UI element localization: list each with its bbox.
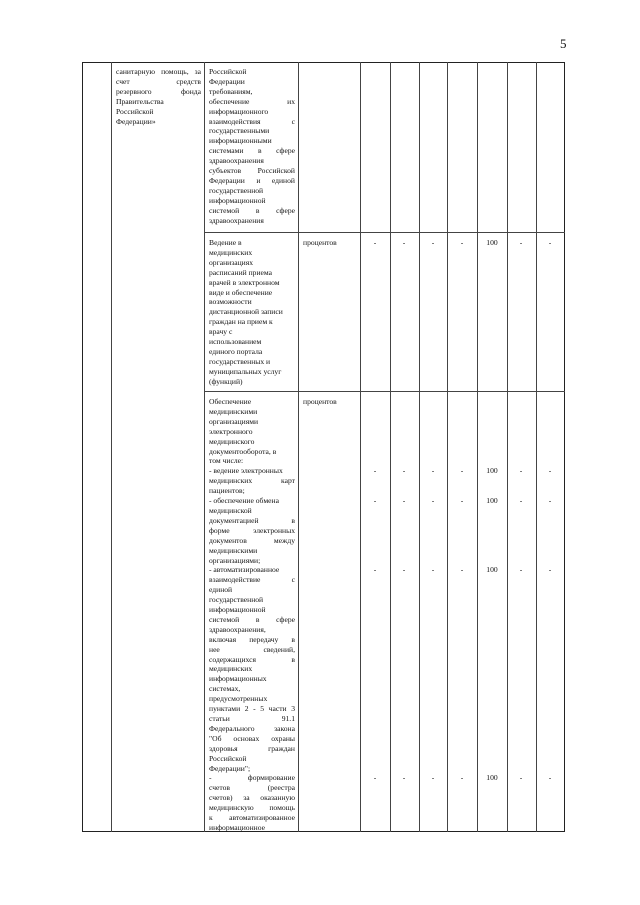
- table-frame: [82, 62, 565, 832]
- column-rule: [390, 62, 391, 832]
- value-cell: -: [402, 238, 406, 247]
- value-cell: -: [519, 466, 523, 475]
- column-rule: [298, 62, 299, 832]
- col2-text: санитарную помощь, за счет средств резервного фонда Правительства Российской Федерации»: [116, 67, 201, 126]
- row-rule: [204, 232, 565, 233]
- value-cell: -: [373, 496, 377, 505]
- value-cell: -: [460, 565, 464, 574]
- value-cell: -: [431, 496, 435, 505]
- column-rule: [507, 62, 508, 832]
- value-cell: -: [431, 238, 435, 247]
- column-rule: [111, 62, 112, 832]
- column-rule: [477, 62, 478, 832]
- value-cell: -: [431, 466, 435, 475]
- row-rule: [204, 391, 565, 392]
- value-cell: -: [431, 565, 435, 574]
- value-cell: -: [519, 496, 523, 505]
- unit-label: процентов: [303, 397, 337, 406]
- value-cell: -: [519, 565, 523, 574]
- value-cell: -: [373, 565, 377, 574]
- value-cell: 100: [486, 466, 498, 475]
- column-rule: [360, 62, 361, 832]
- column-rule: [536, 62, 537, 832]
- value-cell: 100: [486, 773, 498, 782]
- value-cell: -: [519, 773, 523, 782]
- column-rule: [204, 62, 205, 832]
- value-cell: 100: [486, 565, 498, 574]
- value-cell: -: [373, 773, 377, 782]
- col3-block-1: Российской Федерации требованиям, обеспечение их информационного взаимодействия с государственными информационными системами в сфере здравоохранения субъектов Российской Федерации и единой государственной информационной системой в сфере здравоохранения: [209, 67, 295, 225]
- value-cell: -: [460, 238, 464, 247]
- col3-block-3: Обеспечение медицинскими организациями электронного медицинского документооборота, в том числе: - ведение электронных медицинских карт пациентов; - обеспечение обмена медицинской документацией в форме электронных документов между медицинскими организациями; - автоматизированное взаимодействие с единой государственной информационной системой в сфере здравоохранения, включая передачу в нее сведений, содержащихся в медицинских информационных системах, предусмотренных пунктами 2 - 5 части 3 статьи 91.1 Федерального закона "Об основах охраны здоровья граждан Российской Федерации"; - формирование счетов (реестра счетов) за оказанную медицинскую помощь к автоматизированное информационное: [209, 397, 295, 832]
- value-cell: -: [519, 238, 523, 247]
- value-cell: -: [402, 496, 406, 505]
- value-cell: -: [402, 773, 406, 782]
- value-cell: -: [402, 466, 406, 475]
- value-cell: 100: [486, 238, 498, 247]
- value-cell: -: [373, 466, 377, 475]
- page-number: 5: [560, 36, 567, 51]
- unit-label: процентов: [303, 238, 337, 247]
- value-cell: -: [460, 496, 464, 505]
- col3-block-2: Ведение в медицинских организациях расписаний приема врачей в электронном виде и обеспечение возможности дистанционной записи граждан на прием к врачу с использованием единого портала государственных и муниципальных услуг (функций): [209, 238, 283, 386]
- value-cell: 100: [486, 496, 498, 505]
- value-cell: -: [548, 773, 552, 782]
- value-cell: -: [460, 773, 464, 782]
- value-cell: -: [548, 466, 552, 475]
- value-cell: -: [373, 238, 377, 247]
- value-cell: -: [460, 466, 464, 475]
- value-cell: -: [548, 238, 552, 247]
- column-rule: [447, 62, 448, 832]
- column-rule: [419, 62, 420, 832]
- value-cell: -: [548, 565, 552, 574]
- value-cell: -: [402, 565, 406, 574]
- value-cell: -: [431, 773, 435, 782]
- value-cell: -: [548, 496, 552, 505]
